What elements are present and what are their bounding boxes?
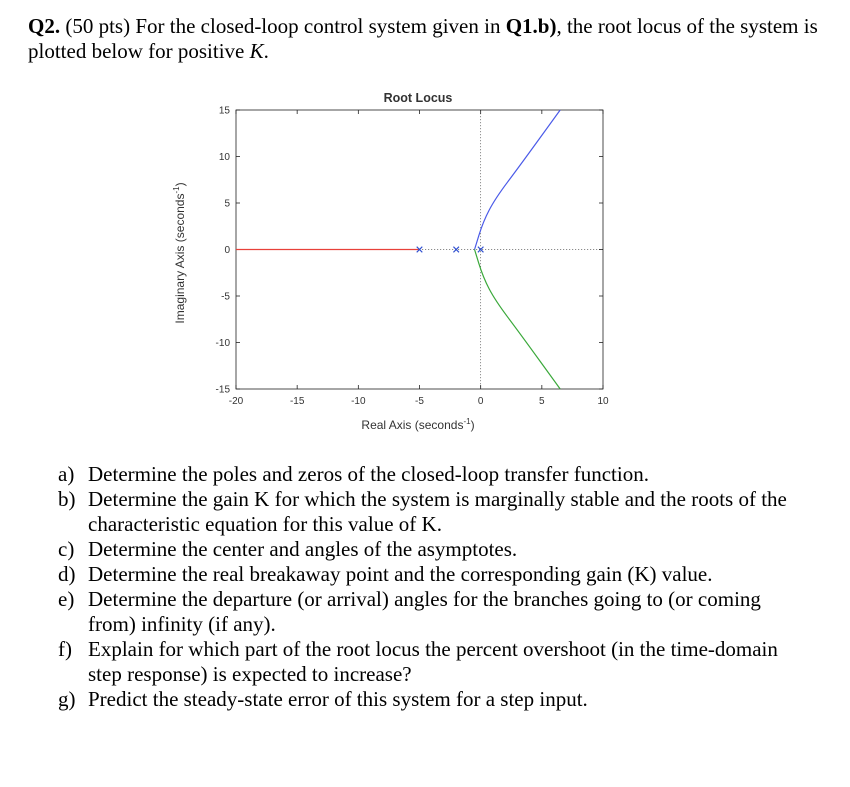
y-tick-label: 5: [224, 198, 230, 210]
subquestion-item: [58, 537, 798, 562]
subquestion-list: [58, 462, 798, 712]
gain-variable: K: [249, 39, 264, 63]
subquestion-label: a): [58, 462, 75, 486]
y-tick-label: -10: [215, 338, 230, 349]
x-tick-label: 10: [597, 396, 609, 407]
subquestion-label: c): [58, 537, 75, 561]
y-tick-label: 0: [224, 245, 230, 256]
subquestion-item: [58, 587, 798, 637]
subquestion-text: Determine the center and angles of the asymptotes.: [88, 537, 518, 561]
subquestion-item: [58, 687, 798, 712]
root-locus-chart: [170, 86, 630, 436]
subquestion-item: [58, 487, 798, 537]
question-text: (50 pts) For the closed-loop control system given in: [65, 14, 501, 38]
subquestion-label: b): [58, 487, 76, 511]
x-tick-label: -15: [289, 396, 305, 407]
subquestion-label: d): [58, 562, 76, 586]
question-header: [28, 14, 828, 64]
subquestion-label: e): [58, 587, 75, 611]
x-tick-label: -5: [415, 396, 424, 407]
x-axis-label: Real Axis (seconds$^{-1}$): [361, 417, 475, 432]
y-axis-label: Imaginary Axis (seconds$^{-1}$): [172, 182, 187, 324]
plot-area: [216, 106, 609, 408]
question-end: .: [263, 39, 269, 63]
subquestion-item: [58, 562, 798, 587]
x-tick-label: -20: [228, 396, 244, 407]
subquestion-item: [58, 462, 798, 487]
question-reference: Q1.b): [505, 14, 557, 38]
subquestion-text: Determine the poles and zeros of the closed-loop transfer function.: [88, 462, 649, 486]
subquestion-text: Explain for which part of the root locus the percent overshoot (in the time-domain step response) is expected to increase?: [88, 637, 778, 686]
subquestion-label: g): [58, 687, 76, 711]
chart-title: Root Locus: [383, 91, 453, 105]
subquestion-item: [58, 637, 798, 687]
y-tick-label: 15: [218, 105, 230, 117]
question-number: Q2.: [28, 14, 61, 38]
subquestion-label: f): [58, 637, 72, 661]
y-tick-label: -15: [215, 384, 230, 396]
x-tick-label: -10: [351, 396, 366, 407]
subquestion-text: Determine the gain K for which the system is marginally stable and the roots of the characteristic equation for this value of K.: [88, 487, 787, 536]
subquestion-text: Predict the steady-state error of this system for a step input.: [88, 687, 588, 711]
x-tick-label: 0: [477, 396, 484, 407]
y-tick-label: 10: [218, 152, 230, 163]
question-text-rest: , the root locus of the system is plotted below for positive: [28, 14, 818, 63]
subquestion-text: Determine the departure (or arrival) angles for the branches going to (or coming from) infinity (if any).: [88, 587, 761, 636]
subquestion-text: Determine the real breakaway point and the corresponding gain (K) value.: [88, 562, 713, 586]
x-tick-label: 5: [539, 396, 545, 407]
y-tick-label: -5: [221, 291, 230, 303]
